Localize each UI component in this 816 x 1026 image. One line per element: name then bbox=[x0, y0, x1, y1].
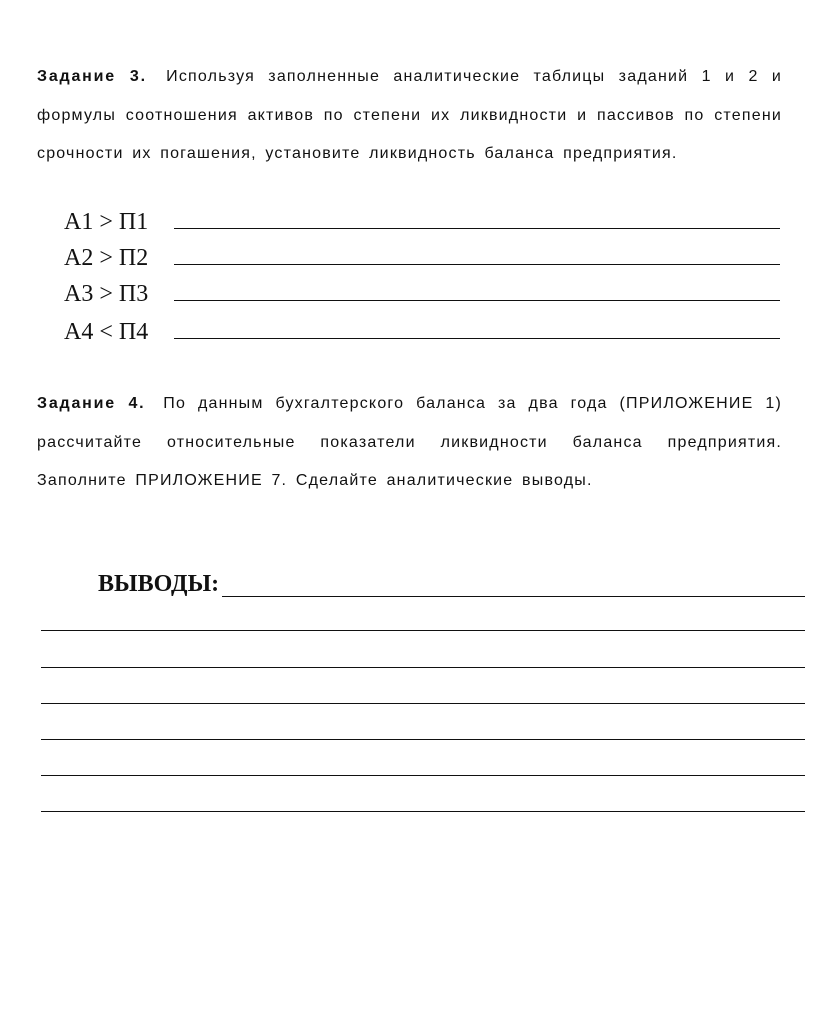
inequality-row bbox=[64, 280, 780, 316]
task-3-label: Задание 3. bbox=[37, 68, 147, 85]
inequality-expression: А3 > П3 bbox=[64, 281, 149, 307]
inequality-expression: А2 > П2 bbox=[64, 245, 149, 271]
task-4-paragraph bbox=[37, 385, 782, 501]
task-3-paragraph bbox=[37, 58, 782, 174]
answer-blank bbox=[174, 228, 780, 229]
inequality-row bbox=[64, 244, 780, 280]
answer-line bbox=[41, 667, 805, 668]
inequality-row bbox=[64, 208, 780, 244]
answer-line bbox=[41, 630, 805, 631]
inequality-expression: А1 > П1 bbox=[64, 209, 149, 235]
inequality-expression: А4 < П4 bbox=[64, 319, 149, 345]
answer-blank bbox=[174, 300, 780, 301]
answer-blank bbox=[174, 264, 780, 265]
answer-line bbox=[41, 811, 805, 812]
conclusions-title: ВЫВОДЫ: bbox=[98, 571, 220, 597]
inequality-row bbox=[64, 318, 780, 354]
task-3-text: Используя заполненные аналитические таблицы заданий 1 и 2 и формулы соотношения активов по степени их ликвидности и пассивов по степени срочности их погашения, установите ликвидность баланса предприятия. bbox=[37, 68, 782, 162]
conclusions-title-line bbox=[222, 596, 805, 597]
answer-blank bbox=[174, 338, 780, 339]
task-4-text: По данным бухгалтерского баланса за два года (ПРИЛОЖЕНИЕ 1) рассчитайте относительные показатели ликвидности баланса предприятия. Заполните ПРИЛОЖЕНИЕ 7. Сделайте аналитические выводы. bbox=[37, 395, 782, 489]
answer-line bbox=[41, 739, 805, 740]
task-4-label: Задание 4. bbox=[37, 395, 146, 412]
answer-line bbox=[41, 703, 805, 704]
answer-line bbox=[41, 775, 805, 776]
